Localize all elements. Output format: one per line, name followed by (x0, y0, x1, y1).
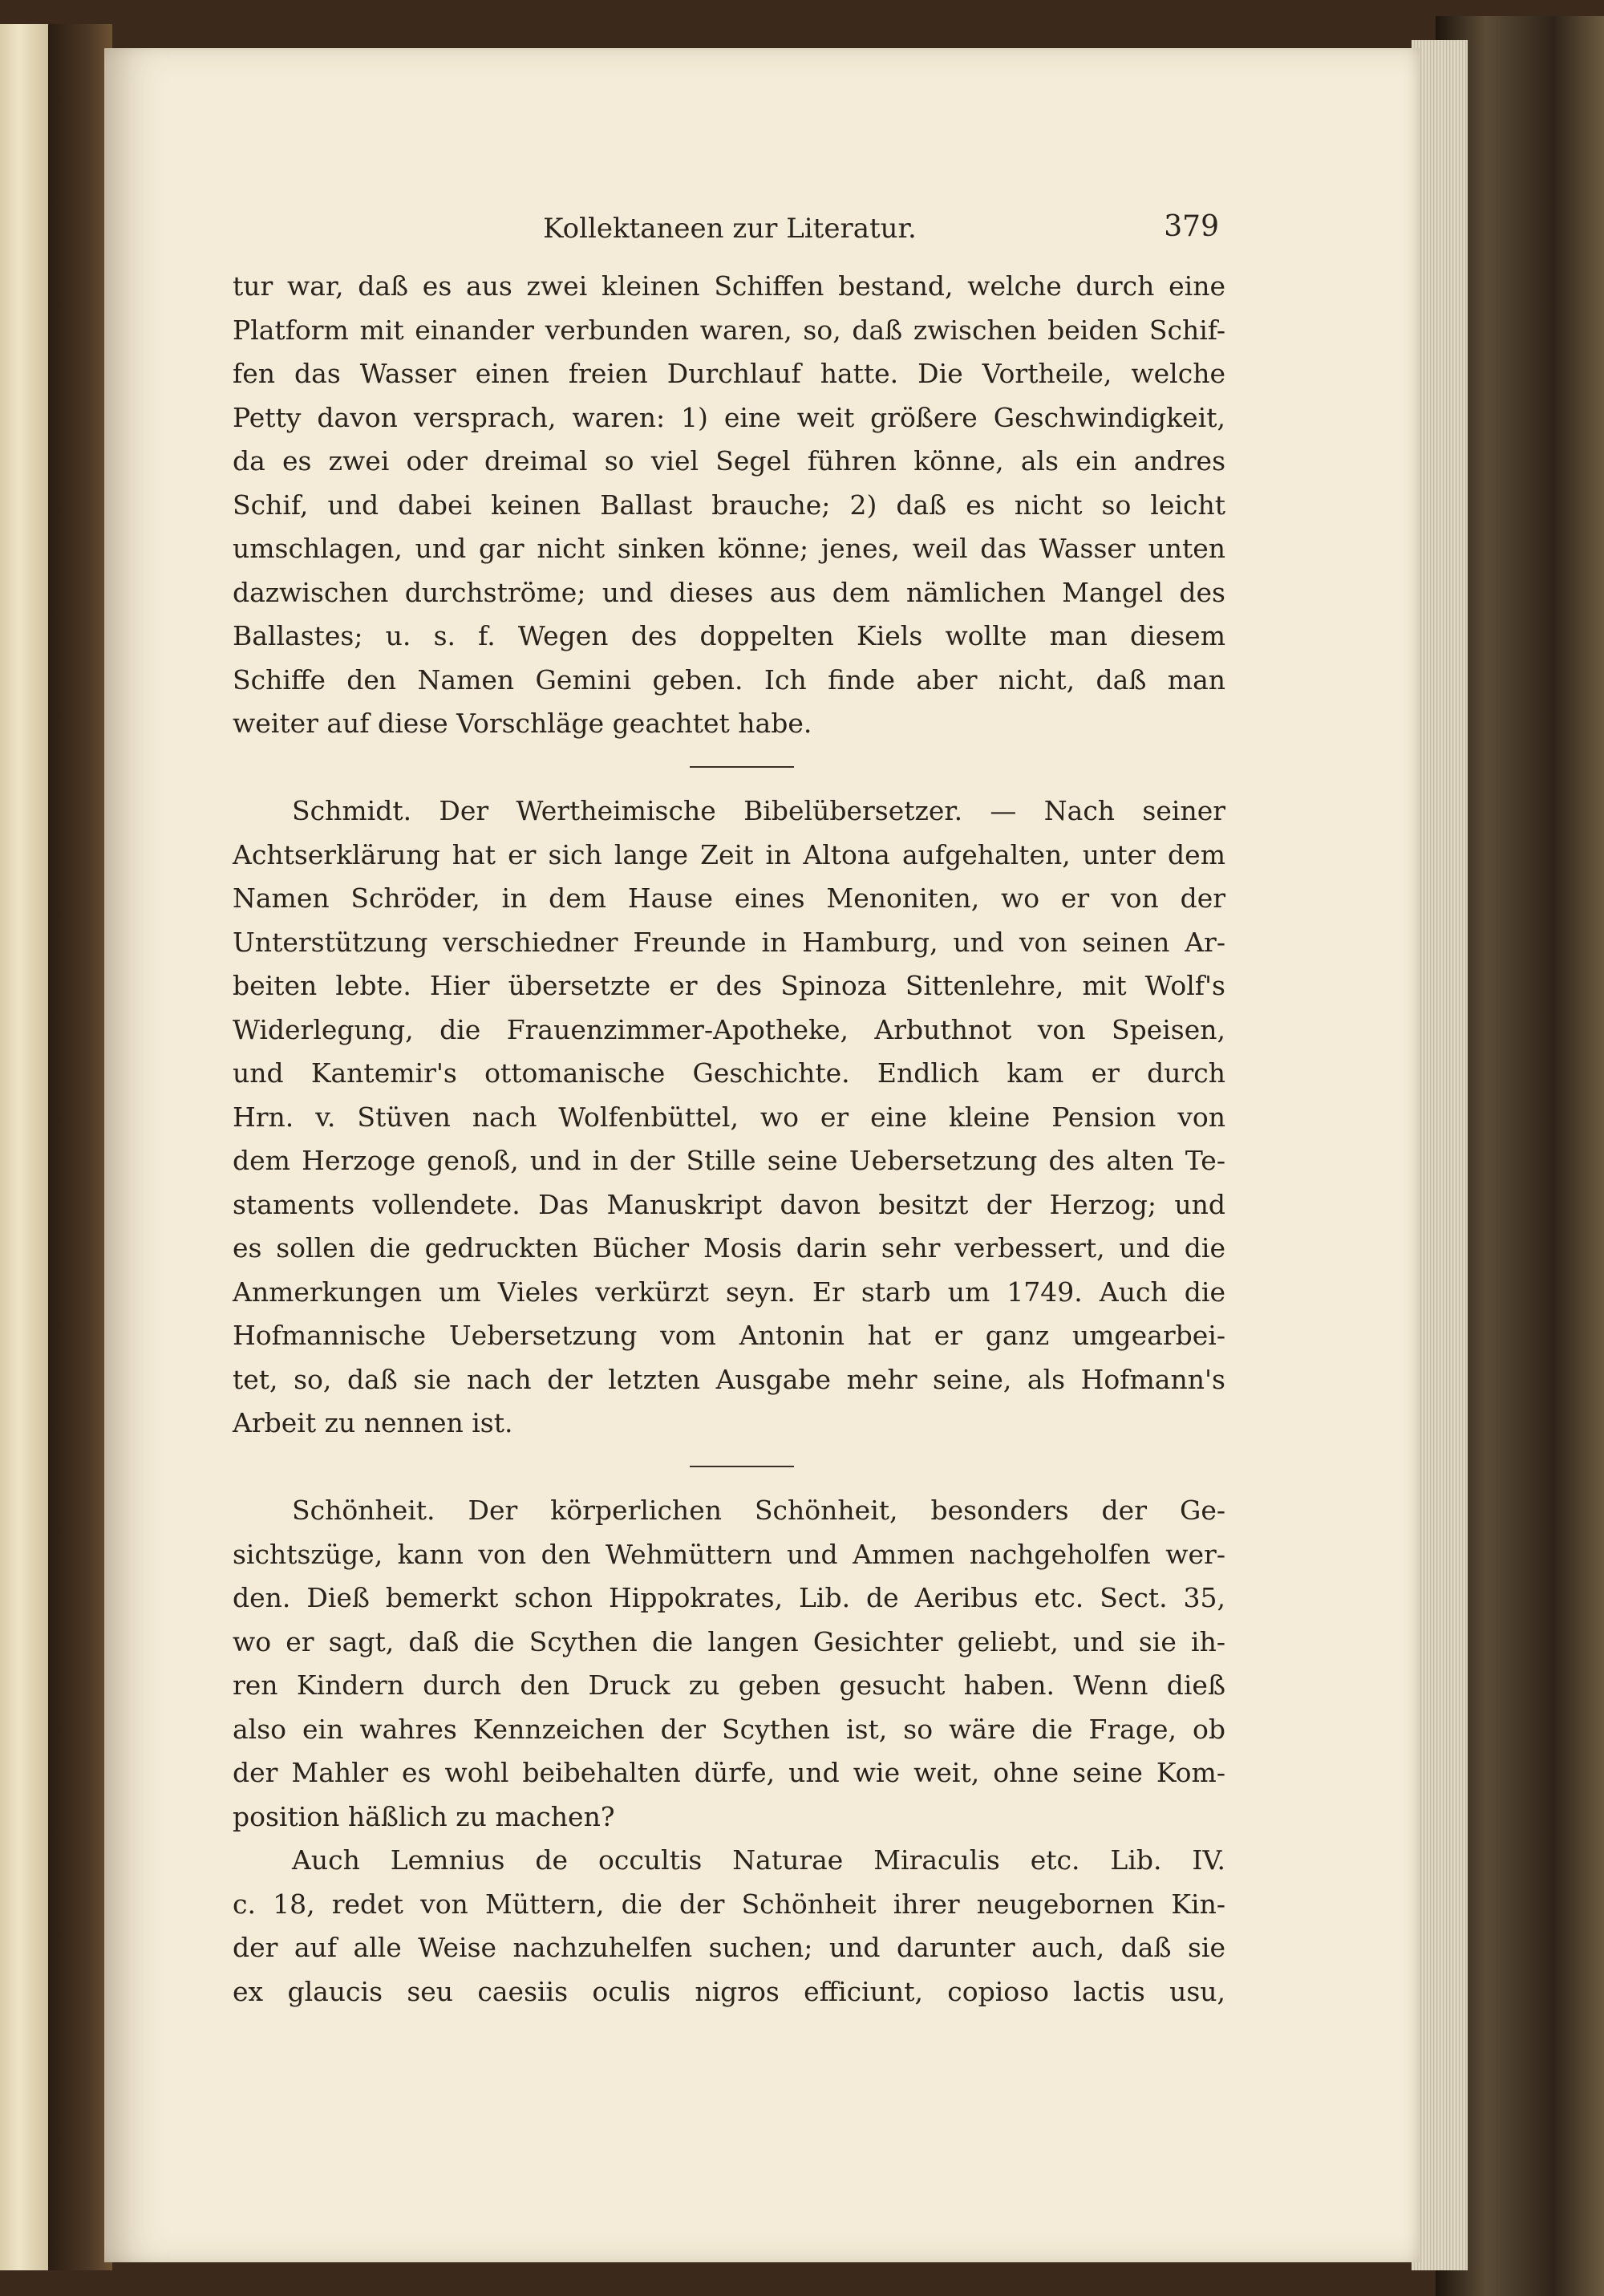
text-line: beiten lebte. Hier übersetzte er des Spinoza Sittenlehre, mit Wolf's (233, 970, 1225, 1001)
running-title: Kollektaneen zur Literatur. (543, 213, 917, 245)
text-line: den. Dieß bemerkt schon Hippokrates, Lib. de Aeribus etc. Sect. 35, (233, 1582, 1225, 1613)
text-line: es sollen die gedruckten Bücher Mosis darin sehr verbessert, und die (233, 1232, 1225, 1264)
text-line: weiter auf diese Vorschläge geachtet habe. (233, 708, 812, 739)
facing-page-edge (0, 24, 48, 2270)
text-line: c. 18, redet von Müttern, die der Schönheit ihrer neugebornen Kin- (233, 1888, 1225, 1920)
body-text (233, 265, 1225, 2014)
text-line: Widerlegung, die Frauenzimmer-Apotheke, Arbuthnot von Speisen, (233, 1013, 1225, 1045)
paragraph-lemnius (233, 1839, 1225, 2014)
text-line: Ballastes; u. s. f. Wegen des doppelten Kiels wollte man diesem (233, 620, 1225, 651)
text-line: ren Kindern durch den Druck zu geben gesucht haben. Wenn dieß (233, 1669, 1225, 1701)
text-line: umschlagen, und gar nicht sinken könne; jenes, weil das Wasser unten (233, 533, 1225, 564)
page-stack-edges (1412, 40, 1468, 2270)
text-line: wo er sagt, daß die Scythen die langen Gesichter geliebt, und sie ih- (233, 1625, 1225, 1657)
text-line: da es zwei oder dreimal so viel Segel führen könne, als ein andres (233, 445, 1225, 477)
text-line: position häßlich zu machen? (233, 1800, 615, 1832)
text-line: und Kantemir's ottomanische Geschichte. Endlich kam er durch (233, 1057, 1225, 1089)
text-line: tur war, daß es aus zwei kleinen Schiffen bestand, welche durch eine (233, 270, 1225, 302)
page-number: 379 (1164, 210, 1219, 243)
text-line: dem Herzoge genoß, und in der Stille seine Uebersetzung des alten Te- (233, 1145, 1225, 1176)
text-line: der auf alle Weise nachzuhelfen suchen; und darunter auch, daß sie (233, 1932, 1225, 1963)
text-line: Anmerkungen um Vieles verkürzt seyn. Er starb um 1749. Auch die (233, 1276, 1225, 1308)
text-line: tet, so, daß sie nach der letzten Ausgabe mehr seine, als Hofmann's (233, 1363, 1225, 1395)
text-line: Namen Schröder, in dem Hause eines Menoniten, wo er von der (233, 882, 1225, 914)
text-line: Hrn. v. Stüven nach Wolfenbüttel, wo er eine kleine Pension von (233, 1101, 1225, 1133)
text-line: Schif, und dabei keinen Ballast brauche; 2) daß es nicht so leicht (233, 489, 1225, 521)
paragraph-schmidt (233, 789, 1225, 1446)
text-line: Schiffe den Namen Gemini geben. Ich finde aber nicht, daß man (233, 663, 1225, 696)
text-line: Petty davon versprach, waren: 1) eine weit größere Geschwindigkeit, (233, 401, 1225, 433)
paragraph-petty (233, 265, 1225, 746)
text-line: Auch Lemnius de occultis Naturae Miraculis etc. Lib. IV. (292, 1844, 1225, 1876)
section-divider (233, 746, 1225, 790)
text-line: staments vollendete. Das Manuskript davon besitzt der Herzog; und (233, 1188, 1225, 1220)
text-line: Hofmannische Uebersetzung vom Antonin hat er ganz umgearbei- (233, 1320, 1225, 1351)
book-gutter (48, 24, 112, 2270)
text-line: ex glaucis seu caesiis oculis nigros efficiunt, copioso lactis usu, (233, 1975, 1225, 2007)
section-divider (233, 1446, 1225, 1490)
text-line: sichtszüge, kann von den Wehmüttern und Ammen nachgeholfen wer- (233, 1538, 1225, 1570)
text-line: dazwischen durchströme; und dieses aus dem nämlichen Mangel des (233, 576, 1225, 608)
paragraph-schoenheit (233, 1489, 1225, 1839)
text-line: fen das Wasser einen freien Durchlauf hatte. Die Vortheile, welche (233, 358, 1225, 389)
text-line: Arbeit zu nennen ist. (233, 1407, 513, 1438)
text-line: Achtserklärung hat er sich lange Zeit in Altona aufgehalten, unter dem (233, 838, 1225, 870)
text-line: Schmidt. Der Wertheimische Bibelübersetzer. — Nach seiner (292, 795, 1225, 826)
text-line: also ein wahres Kennzeichen der Scythen ist, so wäre die Frage, ob (233, 1713, 1225, 1745)
text-line: Platform mit einander verbunden waren, so, daß zwischen beiden Schif- (233, 314, 1225, 346)
text-line: Schönheit. Der körperlichen Schönheit, besonders der Ge- (292, 1495, 1225, 1526)
text-line: Unterstützung verschiedner Freunde in Hamburg, und von seinen Ar- (233, 926, 1225, 958)
text-line: der Mahler es wohl beibehalten dürfe, und wie weit, ohne seine Kom- (233, 1757, 1225, 1788)
